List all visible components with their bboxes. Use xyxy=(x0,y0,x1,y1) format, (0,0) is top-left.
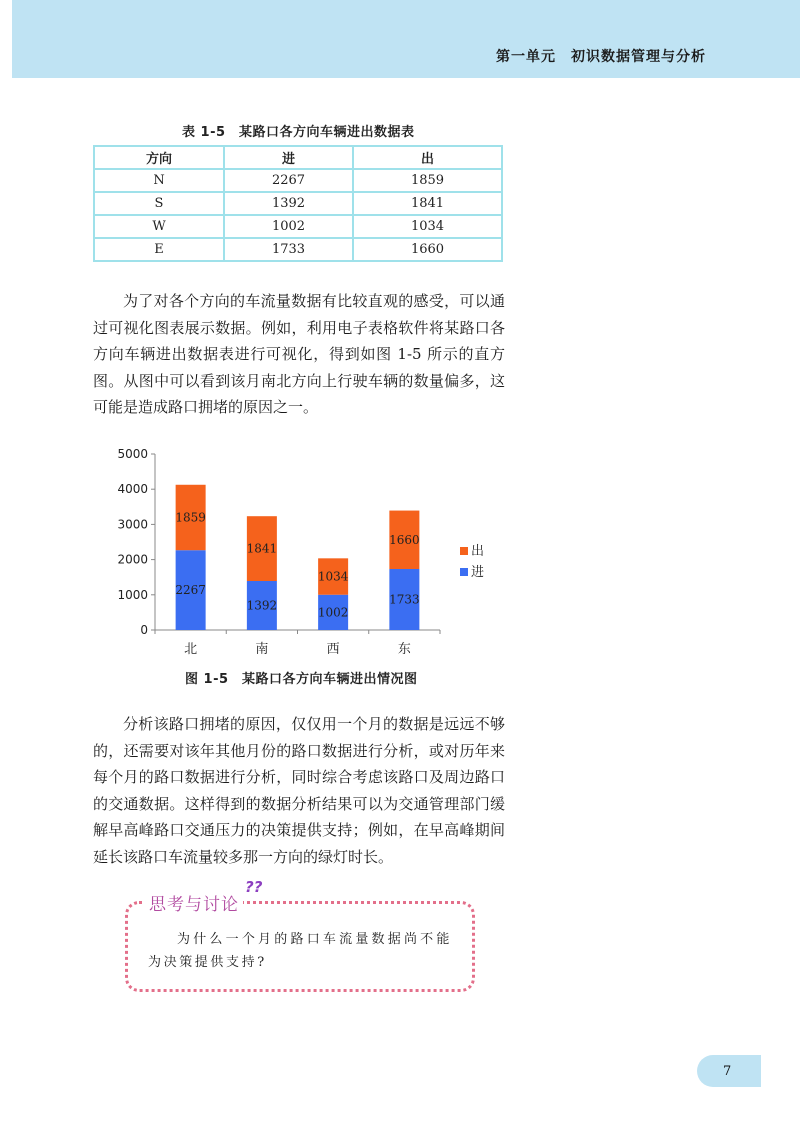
table-row xyxy=(94,192,502,215)
legend-label: 出 xyxy=(471,544,485,559)
legend-swatch xyxy=(460,547,468,555)
cell-direction: S xyxy=(94,192,224,215)
data-table xyxy=(93,145,503,262)
data-label: 1002 xyxy=(317,605,349,620)
table-header-row xyxy=(94,146,502,169)
cell-direction: W xyxy=(94,215,224,238)
x-tick-label: 西 xyxy=(326,642,340,657)
stacked-bar-chart xyxy=(100,440,500,660)
table-row xyxy=(94,215,502,238)
page-number: 7 xyxy=(723,1064,732,1079)
header-out: 出 xyxy=(353,146,502,169)
y-tick-label: 2000 xyxy=(117,552,148,567)
data-label: 1841 xyxy=(246,541,278,556)
legend-swatch xyxy=(460,568,468,576)
cell-in: 1392 xyxy=(224,192,353,215)
legend-label: 进 xyxy=(471,565,485,580)
x-tick-label: 北 xyxy=(184,642,198,657)
table-row xyxy=(94,238,502,261)
discussion-title: 思考与讨论 xyxy=(145,890,243,915)
cell-out: 1859 xyxy=(353,169,502,192)
cell-in: 1733 xyxy=(224,238,353,261)
cell-in: 2267 xyxy=(224,169,353,192)
discussion-question: 为什么一个月的路口车流量数据尚不能为决策提供支持? xyxy=(148,932,452,970)
y-tick-label: 5000 xyxy=(117,447,148,461)
data-label: 1859 xyxy=(175,510,206,525)
y-tick-label: 4000 xyxy=(117,482,148,497)
question-marks-icon: ?? xyxy=(245,878,263,896)
y-tick-label: 3000 xyxy=(117,517,148,532)
data-label: 1660 xyxy=(389,532,420,547)
cell-out: 1660 xyxy=(353,238,502,261)
data-label: 1733 xyxy=(389,592,420,607)
data-label: 1034 xyxy=(317,569,349,584)
cell-direction: E xyxy=(94,238,224,261)
header-in: 进 xyxy=(224,146,353,169)
header-direction: 方向 xyxy=(94,146,224,169)
x-tick-label: 东 xyxy=(397,642,411,657)
paragraph-visualization: 为了对各个方向的车流量数据有比较直观的感受，可以通过可视化图表展示数据。例如，利用电子表格软件将某路口各方向车辆进出数据表进行可视化，得到如图 1-5 所示的直方图。从图中可以看到该月南北方向上行驶车辆的数量偏多，这可能是造成路口拥堵的原因之一。 xyxy=(93,292,505,416)
data-label: 1392 xyxy=(246,598,278,613)
y-tick-label: 0 xyxy=(140,623,148,637)
cell-direction: N xyxy=(94,169,224,192)
table-row xyxy=(94,169,502,192)
figure-caption: 图 1-5 某路口各方向车辆进出情况图 xyxy=(185,672,418,687)
header-band xyxy=(12,0,800,78)
data-label: 2267 xyxy=(175,583,206,598)
x-tick-label: 南 xyxy=(255,642,269,657)
y-tick-label: 1000 xyxy=(117,587,148,602)
table-caption: 表 1-5 某路口各方向车辆进出数据表 xyxy=(182,125,415,140)
unit-title: 第一单元 初识数据管理与分析 xyxy=(496,49,706,65)
cell-out: 1841 xyxy=(353,192,502,215)
paragraph-analysis: 分析该路口拥堵的原因，仅仅用一个月的数据是远远不够的，还需要对该年其他月份的路口数据进行分析，或对历年来每个月的路口数据进行分析，同时综合考虑该路口及周边路口的交通数据。这样得到的数据分析结果可以为交通管理部门缓解早高峰路口交通压力的决策提供支持；例如，在早高峰期间延长该路口车流量较多那一方向的绿灯时长。 xyxy=(93,715,505,866)
cell-out: 1034 xyxy=(353,215,502,238)
cell-in: 1002 xyxy=(224,215,353,238)
